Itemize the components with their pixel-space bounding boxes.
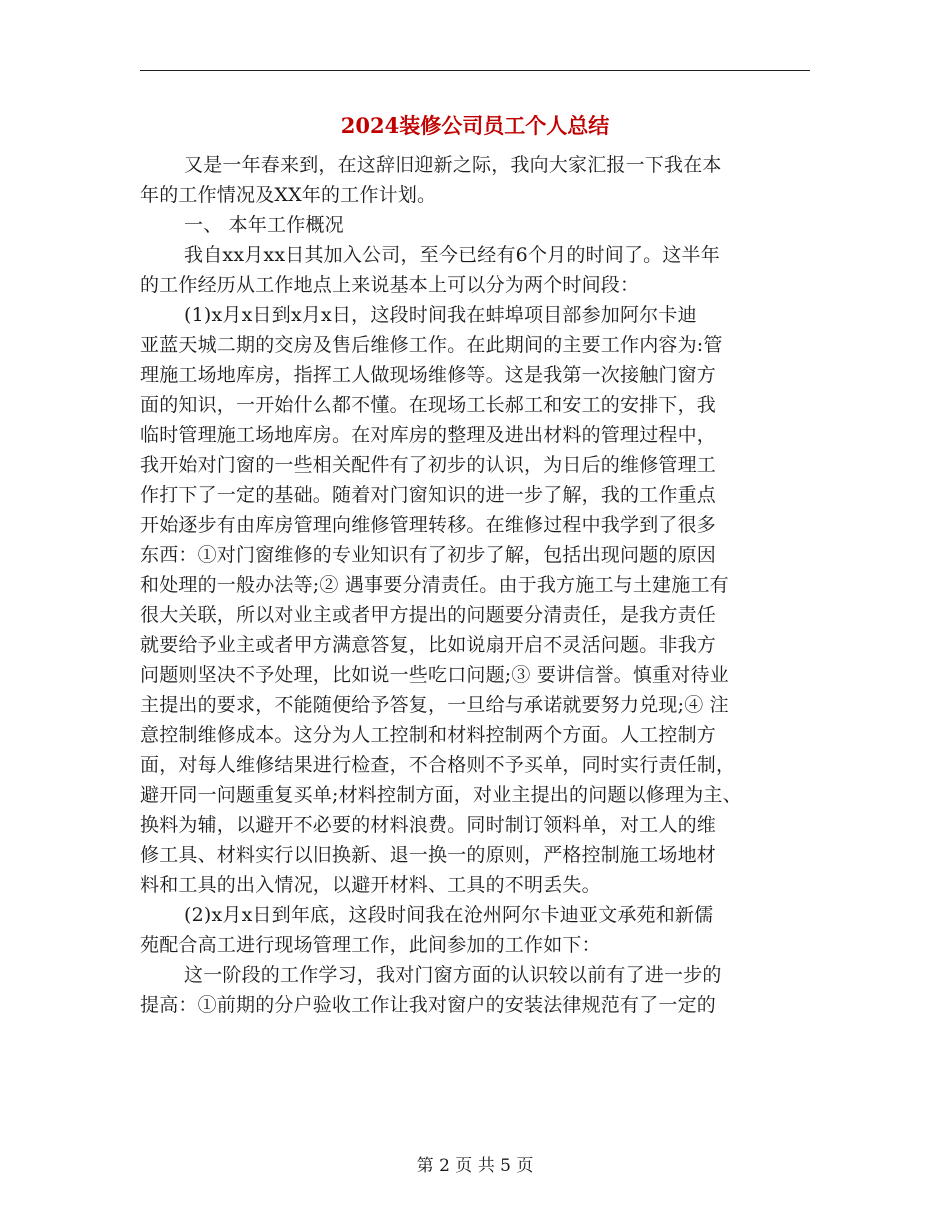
text-line: 亚蓝天城二期的交房及售后维修工作。在此期间的主要工作内容为:管 — [140, 334, 723, 356]
header-rule — [140, 70, 810, 71]
document-body — [140, 150, 820, 1020]
text-line: 和处理的一般办法等;② 遇事要分清责任。由于我方施工与土建施工有 — [140, 574, 729, 596]
text-line: 我开始对门窗的一些相关配件有了初步的认识，为日后的维修管理工 — [140, 454, 717, 476]
text-line: 修工具、材料实行以旧换新、退一换一的原则，严格控制施工场地材 — [140, 844, 717, 866]
text-line: 又是一年春来到，在这辞旧迎新之际，我向大家汇报一下我在本 — [184, 154, 722, 176]
text-line: 避开同一问题重复买单;材料控制方面，对业主提出的问题以修理为主、 — [140, 784, 742, 806]
text-line: 一、 本年工作概况 — [184, 214, 344, 236]
text-line: 我自xx月xx日其加入公司，至今已经有6个月的时间了。这半年 — [184, 244, 720, 266]
page-footer: 第 2 页 共 5 页 — [416, 1156, 534, 1176]
text-line: 换料为辅，以避开不必要的材料浪费。同时制订领料单，对工人的维 — [140, 814, 717, 836]
text-line: 年的工作情况及XX年的工作计划。 — [140, 184, 437, 206]
text-line: 的工作经历从工作地点上来说基本上可以分为两个时间段： — [140, 274, 640, 296]
text-line: 面的知识，一开始什么都不懂。在现场工长郝工和安工的安排下，我 — [140, 394, 717, 416]
text-line: 开始逐步有由库房管理向维修管理转移。在维修过程中我学到了很多 — [140, 514, 717, 536]
text-line: 作打下了一定的基础。随着对门窗知识的进一步了解，我的工作重点 — [140, 484, 717, 506]
text-line: 苑配合高工进行现场管理工作，此间参加的工作如下： — [140, 934, 601, 956]
text-line: 临时管理施工场地库房。在对库房的整理及进出材料的管理过程中， — [140, 424, 717, 446]
text-line: (1)x月x日到x月x日，这段时间我在蚌埠项目部参加阿尔卡迪 — [184, 304, 697, 326]
document-title: 2024装修公司员工个人总结 — [340, 113, 610, 138]
text-line: 意控制维修成本。这分为人工控制和材料控制两个方面。人工控制方 — [140, 724, 717, 746]
text-line: 提高：①前期的分户验收工作让我对窗户的安装法律规范有了一定的 — [140, 994, 717, 1016]
text-line: (2)x月x日到年底，这段时间我在沧州阿尔卡迪亚文承苑和新儒 — [184, 904, 714, 926]
text-line: 这一阶段的工作学习，我对门窗方面的认识较以前有了进一步的 — [184, 964, 722, 986]
text-line: 面，对每人维修结果进行检查，不合格则不予买单，同时实行责任制， — [140, 754, 736, 776]
text-line: 很大关联，所以对业主或者甲方提出的问题要分清责任，是我方责任 — [140, 604, 717, 626]
text-line: 料和工具的出入情况，以避开材料、工具的不明丢失。 — [140, 874, 601, 896]
text-line: 理施工场地库房，指挥工人做现场维修等。这是我第一次接触门窗方 — [140, 364, 717, 386]
text-line: 主提出的要求，不能随便给予答复，一旦给与承诺就要努力兑现;④ 注 — [140, 694, 729, 716]
text-line: 问题则坚决不予处理，比如说一些吃口问题;③ 要讲信誉。慎重对待业 — [140, 664, 729, 686]
text-line: 就要给予业主或者甲方满意答复，比如说扇开启不灵活问题。非我方 — [140, 634, 717, 656]
text-line: 东西：①对门窗维修的专业知识有了初步了解，包括出现问题的原因 — [140, 544, 717, 566]
